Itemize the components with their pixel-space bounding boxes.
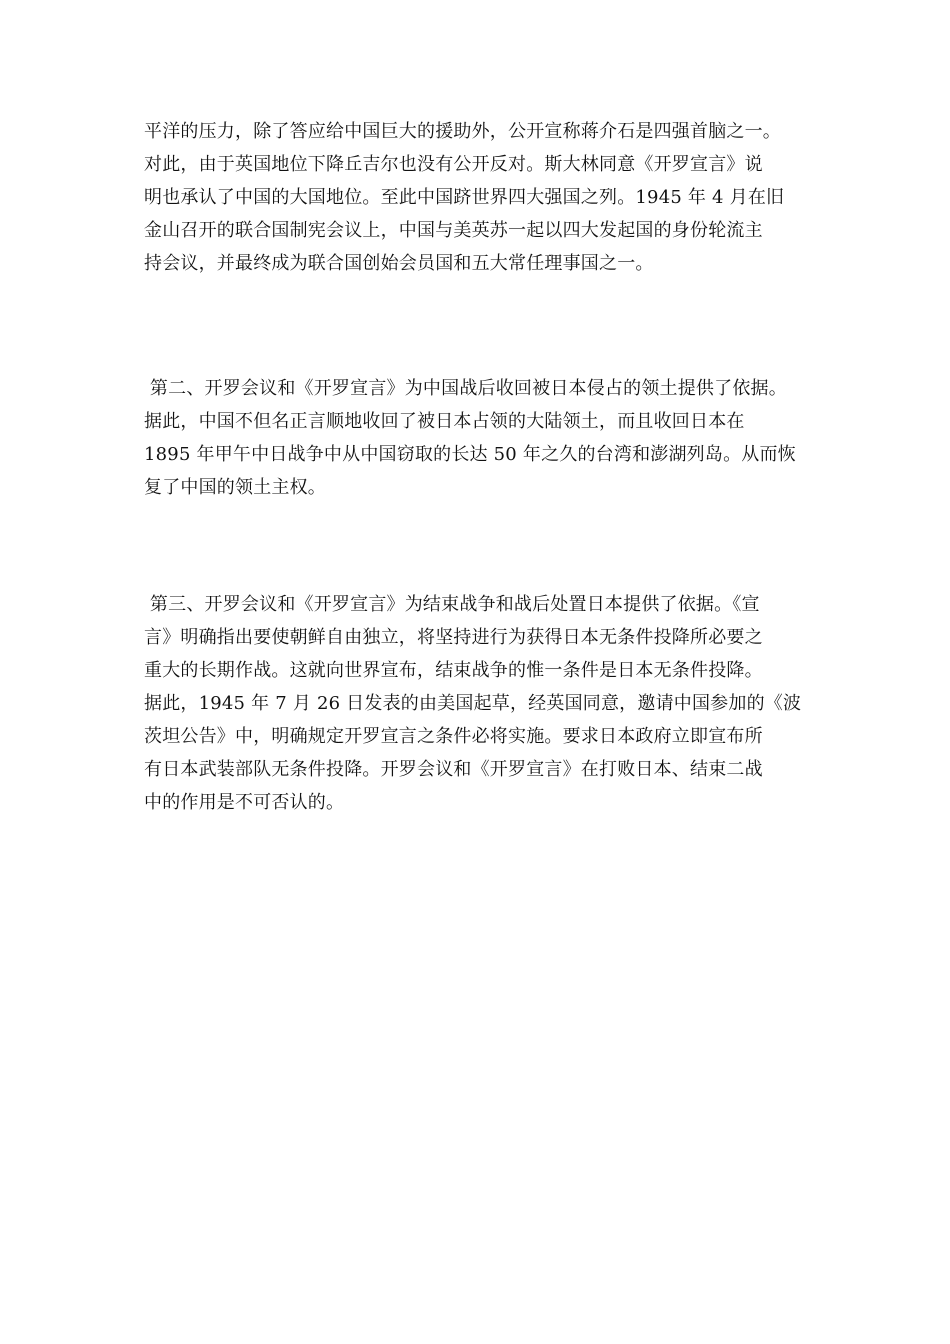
text-line: 持会议，并最终成为联合国创始会员国和五大常任理事国之一。 [144, 253, 654, 274]
text-line: 重大的长期作战。这就向世界宣布，结束战争的惟一条件是日本无条件投降。 [144, 660, 763, 681]
text-line: 复了中国的领土主权。 [144, 477, 326, 498]
text-line: 明也承认了中国的大国地位。至此中国跻世界四大强国之列。1945 年 4 月在旧 [144, 187, 785, 208]
text-line: 金山召开的联合国制宪会议上，中国与美英苏一起以四大发起国的身份轮流主 [144, 220, 763, 241]
text-line: 言》明确指出要使朝鲜自由独立，将坚持进行为获得日本无条件投降所必要之 [144, 627, 763, 648]
text-line: 对此，由于英国地位下降丘吉尔也没有公开反对。斯大林同意《开罗宣言》说 [144, 154, 763, 175]
text-line: 第二、开罗会议和《开罗宣言》为中国战后收回被日本侵占的领土提供了依据。 [144, 378, 787, 399]
paragraph-great-power-status [144, 115, 844, 280]
text-line: 有日本武装部队无条件投降。开罗会议和《开罗宣言》在打败日本、结束二战 [144, 759, 763, 780]
text-line: 中的作用是不可否认的。 [144, 792, 345, 813]
text-line: 据此，1945 年 7 月 26 日发表的由美国起草，经英国同意，邀请中国参加的《波 [144, 693, 802, 714]
text-line: 第三、开罗会议和《开罗宣言》为结束战争和战后处置日本提供了依据。《宣 [144, 594, 760, 615]
paragraph-third-point [144, 588, 844, 819]
paragraph-second-point [144, 372, 844, 504]
text-line: 茨坦公告》中，明确规定开罗宣言之条件必将实施。要求日本政府立即宣布所 [144, 726, 763, 747]
text-line: 平洋的压力，除了答应给中国巨大的援助外，公开宣称蒋介石是四强首脑之一。 [144, 121, 781, 142]
text-line: 1895 年甲午中日战争中从中国窃取的长达 50 年之久的台湾和澎湖列岛。从而恢 [144, 444, 796, 465]
text-line: 据此，中国不但名正言顺地收回了被日本占领的大陆领土，而且收回日本在 [144, 411, 745, 432]
